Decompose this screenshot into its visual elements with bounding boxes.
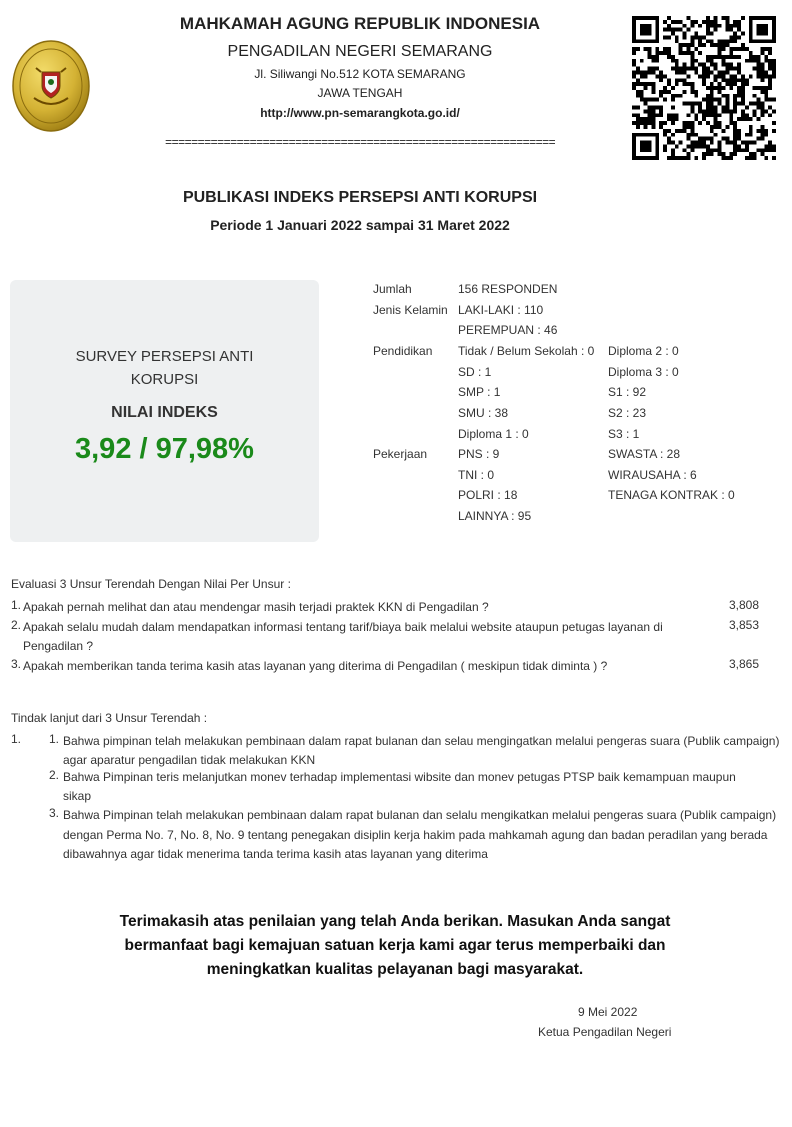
survey-label: SURVEY PERSEPSI ANTI KORUPSI (75, 348, 254, 388)
job-item: TNI : 0 (458, 468, 495, 482)
gender-label: Jenis Kelamin (373, 303, 448, 317)
job-item: LAINNYA : 95 (458, 509, 532, 523)
followup-item-number: 3. (49, 806, 60, 820)
evaluation-item-value: 3,853 (729, 618, 760, 632)
education-item: Diploma 2 : 0 (608, 344, 679, 358)
evaluation-item-text: Apakah memberikan tanda terima kasih atas layanan yang diterima di Pengadilan ( meskipun tidak diminta ) ? (23, 659, 608, 673)
job-item: SWASTA : 28 (608, 447, 681, 461)
education-item: S2 : 23 (608, 406, 647, 420)
job-item: TENAGA KONTRAK : 0 (608, 488, 735, 502)
job-item: WIRAUSAHA : 6 (608, 468, 697, 482)
education-item: SMU : 38 (458, 406, 509, 420)
education-label: Pendidikan (373, 344, 433, 358)
evaluation-item-number: 1. (11, 598, 22, 612)
signature-date: 9 Mei 2022 (578, 1005, 638, 1019)
followup-item-text: Bahwa Pimpinan telah melakukan pembinaan dalam rapat bulanan dan selalu mengikatkan melalui pengeras suara (Publik campaign) dengan Perma No. 7, No. 8, No. 9 tentang penegakan disiplin kerja hakim pada mahkamah agung dan badan peradilan yang berada dibawahnya agar tidak menerima tanda terima kasih atas layanan yang diterima (63, 808, 777, 861)
evaluation-item-number: 2. (11, 618, 22, 632)
evaluation-item-text: Apakah pernah melihat dan atau mendengar masih terjadi praktek KKN di Pengadilan ? (23, 600, 489, 614)
education-item: SD : 1 (458, 365, 492, 379)
evaluation-item-number: 3. (11, 657, 22, 671)
education-item: S3 : 1 (608, 427, 640, 441)
evaluation-heading: Evaluasi 3 Unsur Terendah Dengan Nilai Per Unsur : (11, 577, 291, 591)
publication-title: PUBLIKASI INDEKS PERSEPSI ANTI KORUPSI (182, 189, 538, 206)
evaluation-item-text: Apakah selalu mudah dalam mendapatkan informasi tentang tarif/biaya baik melalui website ataupun petugas layanan di Pengadilan ? (23, 620, 663, 653)
followup-item-number: 2. (49, 768, 60, 782)
gender-female: PEREMPUAN : 46 (458, 323, 558, 337)
gender-male: LAKI-LAKI : 110 (458, 303, 544, 317)
education-item: SMP : 1 (458, 385, 501, 399)
education-item: Diploma 1 : 0 (458, 427, 529, 441)
followup-outer-number: 1. (11, 732, 22, 746)
education-item: Diploma 3 : 0 (608, 365, 679, 379)
jumlah-value: 156 RESPONDEN (458, 282, 558, 296)
mahkamah-agung-logo (12, 40, 90, 132)
evaluation-item-value: 3,865 (729, 657, 760, 671)
job-item: PNS : 9 (458, 447, 500, 461)
followup-item-number: 1. (49, 732, 60, 746)
jumlah-label: Jumlah (373, 282, 412, 296)
job-label: Pekerjaan (373, 447, 428, 461)
signatory-title: Ketua Pengadilan Negeri (538, 1025, 672, 1039)
followup-item-text: Bahwa Pimpinan teris melanjutkan monev terhadap implementasi wibsite dan monev petugas PTSP baik kemampuan maupun sikap (63, 770, 736, 803)
education-item: Tidak / Belum Sekolah : 0 (458, 344, 595, 358)
followup-heading: Tindak lanjut dari 3 Unsur Terendah : (11, 711, 208, 725)
court-address: Jl. Siliwangi No.512 KOTA SEMARANG (254, 67, 466, 81)
court-province: JAWA TENGAH (317, 86, 403, 100)
publication-period: Periode 1 Januari 2022 sampai 31 Maret 2022 (210, 217, 510, 233)
institution-title: MAHKAMAH AGUNG REPUBLIK INDONESIA (179, 14, 541, 33)
followup-item-text: Bahwa pimpinan telah melakukan pembinaan dalam rapat bulanan dan selau mengingatkan melalui pengeras suara (Publik campaign) agar aparatur pengadilan tidak melakukan KKN (63, 734, 780, 767)
job-item: POLRI : 18 (458, 488, 518, 502)
nilai-indeks-label: NILAI INDEKS (111, 404, 218, 421)
education-item: S1 : 92 (608, 385, 647, 399)
qr-code-icon (632, 16, 776, 160)
evaluation-item-value: 3,808 (729, 598, 760, 612)
index-score: 3,92 / 97,98% (75, 433, 254, 465)
header-separator: ============================================================ (164, 136, 556, 150)
closing-message: Terimakasih atas penilaian yang telah Anda berikan. Masukan Anda sangat bermanfaat bagi kemajuan satuan kerja kami agar terus memperbaiki dan meningkatkan kualitas pelayanan bagi masyarakat. (119, 913, 671, 978)
court-name: PENGADILAN NEGERI SEMARANG (227, 43, 493, 60)
court-website-link[interactable]: http://www.pn-semarangkota.go.id/ (260, 106, 460, 120)
